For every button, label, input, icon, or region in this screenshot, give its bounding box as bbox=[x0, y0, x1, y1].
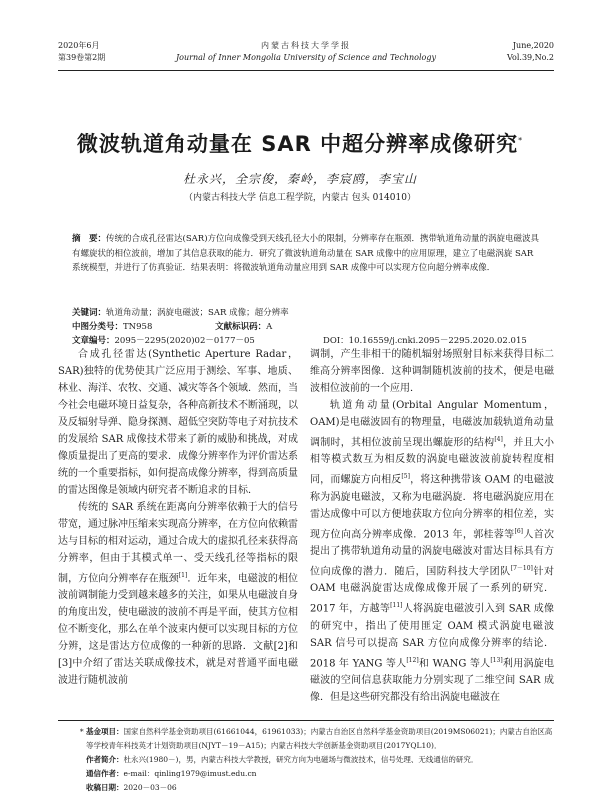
fund-label: 基金项目： bbox=[86, 727, 124, 736]
paragraph-text: 利用涡旋电磁波的空间信息获取能力分别实现了二维空间 SAR 成像．但是这些研究都没有给出涡旋电磁波在 bbox=[310, 657, 554, 703]
affiliation: （内蒙古科技大学 信息工程学院，内蒙古 包头 014010） bbox=[184, 193, 416, 203]
abstract bbox=[72, 232, 540, 276]
volume-en: Vol.39,No.2 bbox=[507, 53, 554, 62]
received-label: 收稿日期： bbox=[86, 783, 124, 792]
footnote-funding bbox=[58, 725, 554, 753]
abstract-text: 传统的合成孔径雷达(SAR)方位向成像受到天线孔径大小的限制，分辨率存在瓶颈．携带轨道角动量的涡旋电磁波具有螺旋状的相位波前，增加了其信息获取的能力．研究了微波轨道角动量在 SAR 成像中的应用原理，建立了电磁涡旋 SAR 系统模型，并进行了仿真验证．结果表明：将微波轨道角动量应用到 SAR 成像中可以实现方位向超分辨率成像． bbox=[72, 234, 540, 273]
doc-code-value: A bbox=[266, 322, 273, 332]
keywords bbox=[72, 306, 552, 320]
author-list: 杜永兴，全宗俊，秦岭，李宸鸥，李宝山 bbox=[182, 172, 417, 186]
header-right bbox=[507, 40, 554, 64]
citation: [4] bbox=[494, 436, 503, 443]
article-title bbox=[0, 128, 600, 158]
citation: [7－10] bbox=[510, 564, 533, 572]
paragraph: 调制，产生非相干的随机辐射场照射目标来获得目标二维高分辨率图像．这种调制随机波前的技术，便是电磁波相位波前的一个应用． bbox=[310, 349, 554, 394]
clc-label: 中图分类号： bbox=[72, 322, 124, 332]
citation: [11] bbox=[390, 602, 403, 610]
doi-value: 10.16559/j.cnki.2095－2295.2020.02.015 bbox=[348, 336, 527, 346]
paragraph bbox=[58, 499, 298, 689]
running-header bbox=[58, 40, 554, 71]
citation: [1] bbox=[178, 572, 188, 579]
contact-label: 通信作者： bbox=[86, 769, 124, 778]
footnote-star bbox=[58, 725, 86, 739]
citation: [13] bbox=[490, 656, 503, 664]
keywords-text: 轨道角动量；涡旋电磁波；SAR 成像；超分辨率 bbox=[106, 308, 289, 318]
volume-cn: 第39卷第2期 bbox=[58, 53, 106, 62]
title-footnote-mark: * bbox=[518, 136, 524, 145]
footnotes bbox=[58, 720, 554, 795]
paragraph-text: ，并且大小相等模式数互为相反数的涡旋电磁波波前旋转程度相同，而螺旋方向相反 bbox=[310, 437, 555, 486]
article-id: 2095－2295(2020)02－0177－05 bbox=[114, 336, 255, 346]
article-id-label: 文章编号： bbox=[72, 336, 115, 346]
footnote-star-mark: * bbox=[79, 727, 84, 736]
paragraph-text: 人将涡旋电磁波引入到 SAR 成像的研究中，指出了使用匪定 OAM 模式涡旋电磁波 SAR 信号可以提高 SAR 方位向成像分辨率的结论．2018 年 YANG 等人 bbox=[310, 603, 554, 669]
issue-date-cn: 2020年6月 bbox=[58, 41, 100, 50]
paragraph-text: 人首次提出了携带轨道角动量的涡旋电磁波对雷达目标具有方位向成像的潜力．随后，国防科技大学团队 bbox=[310, 528, 554, 578]
paragraph-text: 针对 OAM 电磁涡旋雷达成像成像开展了一系列的研究．2017 年，方越等 bbox=[310, 566, 555, 615]
header-center bbox=[58, 40, 554, 64]
journal-name-cn: 内蒙古科技大学学报 bbox=[261, 41, 351, 50]
abstract-label: 摘 要： bbox=[72, 234, 107, 244]
paragraph-text: ．近年来，电磁波的相位波前调制能力受到越来越多的关注，如果从电磁波自身的角度出发，使电磁波的波前不再是平面，使其方位相位不断变化，那么在单个波束内便可以实现目标的方位分辨，这是雷达方位成像的一种新的思路．文献[2]和[3]中介绍了雷达关联成像技术，就是对普通平面电磁波进行随机波前 bbox=[58, 573, 299, 687]
footnote-author bbox=[58, 753, 554, 767]
paragraph-text: 传统的 SAR 系统在距离向分辨率依赖于大的信号带宽，通过脉冲压缩来实现高分辨率，在方位向依赖雷达与目标的相对运动，通过合成大的虚拟孔径来获得高分辨率，但由于其模式单一、受天线孔径等指标的限制，方位向分辨率存在瓶颈 bbox=[58, 502, 298, 585]
citation: [6] bbox=[514, 527, 524, 535]
contact-text: e-mail：qinling1979@imust.edu.cn bbox=[123, 769, 257, 778]
footnote-received bbox=[58, 781, 554, 795]
issue-date-en: June,2020 bbox=[512, 41, 554, 50]
received-date: 2020－03－06 bbox=[123, 783, 177, 792]
doi-label: DOI： bbox=[323, 336, 349, 346]
author-bio-label: 作者简介： bbox=[86, 755, 124, 764]
journal-name-en: Journal of Inner Mongolia University of Science and Technology bbox=[175, 53, 437, 62]
classification bbox=[72, 320, 552, 334]
paragraph bbox=[310, 397, 554, 706]
paragraph: 合成孔径雷达(Synthetic Aperture Radar，SAR)独特的优势使其广泛应用于测绘、军事、地质、林业、海洋、农牧、交通、减灾等各个领域．然而，当今社会电磁环境日益复杂，各种高新技术不断涌现，以及反辐射导弹、隐身探测、超低空突防等电子对抗技术的发展给 SAR 成像技术带来了新的威胁和挑战，对成像质量提出了更高的要求．成像分辨率作为评价雷达系统的一个重要指标，如何提高成像分辨率，得到高质量的雷达图像是领域内研究者不断追求的目标． bbox=[58, 349, 298, 496]
author-bio-text: 杜永兴(1980－)，男，内蒙古科技大学教授，研究方向为电磁场与微波技术，信号处理、无线通信的研究． bbox=[123, 755, 479, 764]
doc-code-label: 文献标识码： bbox=[215, 322, 267, 332]
paragraph-text: 和 WANG 等人 bbox=[418, 657, 491, 669]
citation: [12] bbox=[406, 656, 419, 664]
fund-text: 国家自然科学基金资助项目(61661044，61961033)；内蒙古自治区自然科学基金资助项目(2019MS06021)；内蒙古自治区高等学校青年科技英才计划资助项目(NJYT－19－A15)；内蒙古科技大学创新基金资助项目(2017YQL10)． bbox=[86, 727, 553, 750]
clc-value: TN958 bbox=[123, 322, 153, 332]
body-column-right bbox=[310, 346, 554, 706]
body-column-left bbox=[58, 346, 298, 689]
footnote-contact bbox=[58, 767, 554, 781]
keywords-label: 关键词： bbox=[72, 308, 107, 318]
paragraph-text: ，将这种携带该 OAM 的电磁波称为涡旋电磁波，又称为电磁涡旋．将电磁涡旋应用在雷达成像中可以方便地获取方位向分辨率的相位差，实现方位向高分辨率成像．2013 年，郭桂蓉等 bbox=[310, 474, 554, 540]
paragraph-text: 轨道角动量(Orbital Angular Momentum，OAM)是电磁波固有的物理量，电磁波加载轨道角动量调制时，其相位波前呈现出螺旋形的结构 bbox=[310, 400, 554, 449]
article-title-text: 微波轨道角动量在 SAR 中超分辨率成像研究 bbox=[76, 132, 519, 156]
citation: [5] bbox=[401, 473, 410, 481]
